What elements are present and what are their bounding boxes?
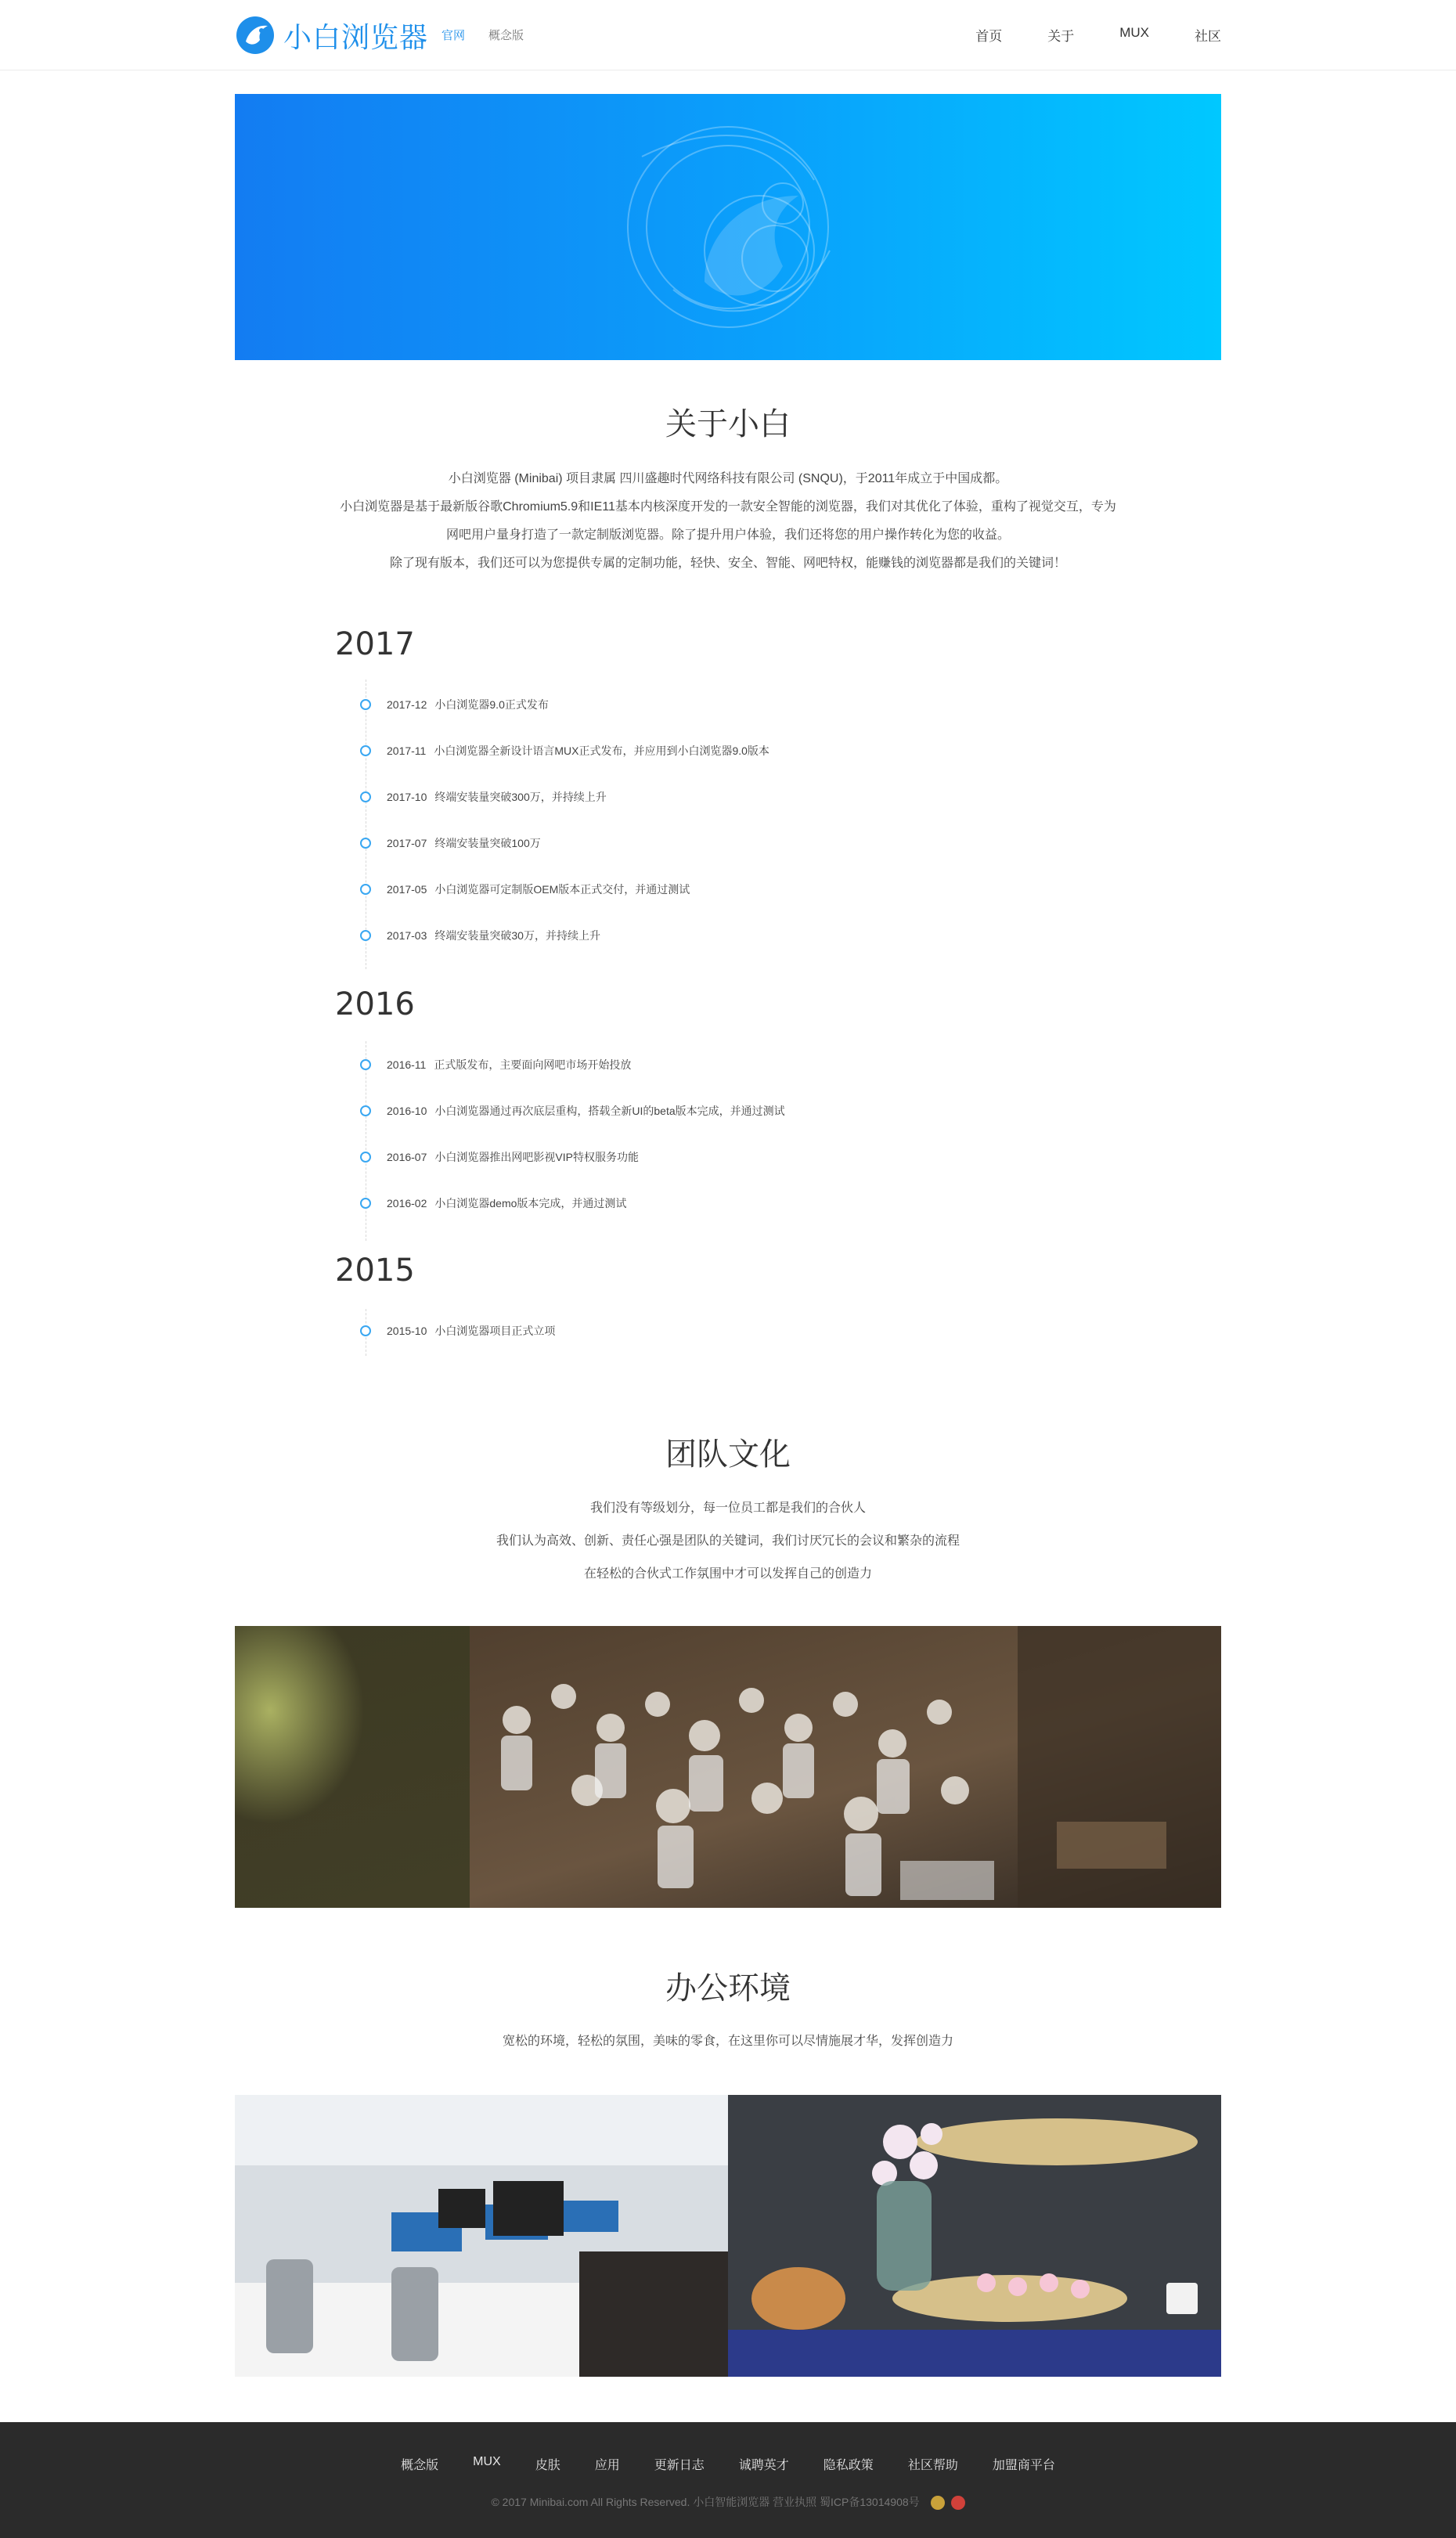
event-text: 小白浏览器demo版本完成，并通过测试 (434, 1197, 627, 1210)
nav-community[interactable]: 社区 (1195, 29, 1221, 44)
timeline-dot (360, 791, 371, 802)
nav-home[interactable]: 首页 (975, 29, 1003, 44)
snacks-photo (728, 2095, 1221, 2377)
trust-badge-icon[interactable] (951, 2496, 965, 2510)
office-workspace-image (235, 2095, 728, 2377)
footer-link-partners[interactable]: 加盟商平台 (992, 2459, 1055, 2472)
about-line: 小白浏览器 (Minibai) 项目隶属 四川盛趣时代网络科技有限公司 (SNQU)，于2011年成立于中国成都。 (448, 472, 1008, 485)
event-date: 2016-07 (387, 1151, 427, 1163)
timeline-event (360, 789, 607, 805)
event-text: 小白浏览器可定制版OEM版本正式交付，并通过测试 (434, 883, 690, 896)
timeline-dot (360, 930, 371, 941)
footer-link-privacy[interactable]: 隐私政策 (823, 2459, 874, 2472)
team-line: 我们认为高效、创新、责任心强是团队的关键词，我们讨厌冗长的会议和繁杂的流程 (496, 1534, 960, 1548)
footer-link-skins[interactable]: 皮肤 (535, 2459, 560, 2472)
timeline-event (360, 835, 541, 851)
footer-link-mux[interactable]: MUX (473, 2455, 501, 2468)
nav-about[interactable]: 关于 (1047, 29, 1075, 44)
timeline-dot (360, 1059, 371, 1070)
event-date: 2016-02 (387, 1197, 427, 1210)
event-date: 2017-05 (387, 883, 427, 896)
timeline-event (360, 881, 690, 897)
event-text: 小白浏览器9.0正式发布 (434, 698, 549, 711)
tab-concept[interactable]: 概念版 (488, 29, 524, 42)
event-text: 终端安装量突破30万，并持续上升 (434, 929, 600, 942)
timeline-event (360, 743, 769, 759)
copyright-text: © 2017 Minibai.com All Rights Reserved. 小白智能浏览器 营业执照 蜀ICP备13014908号 (491, 2496, 920, 2508)
footer-link-careers[interactable]: 诚聘英才 (738, 2459, 789, 2472)
timeline-dot (360, 884, 371, 895)
timeline-dot (360, 699, 371, 710)
event-date: 2017-07 (387, 837, 427, 849)
event-date: 2017-12 (387, 698, 427, 711)
timeline-event (360, 1057, 631, 1073)
year-heading: 2017 (335, 626, 415, 662)
event-text: 终端安装量突破100万 (434, 837, 541, 849)
site-header (0, 0, 1456, 70)
site-footer (0, 2422, 1456, 2538)
event-text: 正式版发布，主要面向网吧市场开始投放 (434, 1058, 632, 1071)
footer-link-changelog[interactable]: 更新日志 (654, 2459, 705, 2472)
event-date: 2017-10 (387, 791, 427, 803)
event-date: 2015-10 (387, 1325, 427, 1337)
timeline-event (360, 1149, 639, 1165)
timeline-dot (360, 745, 371, 756)
event-date: 2017-11 (387, 744, 427, 757)
copyright (0, 2494, 1456, 2510)
event-text: 终端安装量突破300万，并持续上升 (434, 791, 607, 803)
team-photo (235, 1626, 1221, 1908)
about-line: 网吧用户量身打造了一款定制版浏览器。除了提升用户体验，我们还将您的用户操作转化为您的收益。 (445, 528, 1010, 542)
office-photo (235, 2095, 728, 2377)
timeline-event (360, 1323, 555, 1339)
logo[interactable] (235, 14, 428, 56)
hero-banner (235, 94, 1221, 360)
year-heading: 2015 (335, 1253, 415, 1289)
office-text: 宽松的环境，轻松的氛围，美味的零食，在这里你可以尽情施展才华，发挥创造力 (502, 2035, 953, 2048)
event-text: 小白浏览器全新设计语言MUX正式发布，并应用到小白浏览器9.0版本 (434, 744, 769, 757)
team-title: 团队文化 (665, 1437, 791, 1473)
nav-mux[interactable]: MUX (1119, 25, 1149, 40)
team-line: 在轻松的合伙式工作氛围中才可以发挥自己的创造力 (583, 1567, 872, 1581)
event-text: 小白浏览器通过再次底层重构，搭载全新UI的beta版本完成，并通过测试 (434, 1105, 785, 1117)
timeline-event (360, 928, 600, 943)
about-line: 小白浏览器是基于最新版谷歌Chromium5.9和IE11基本内核深度开发的一款安全智能的浏览器，我们对其优化了体验，重构了视觉交互，专为 (340, 500, 1116, 514)
event-date: 2017-03 (387, 929, 427, 942)
police-badge-icon[interactable] (931, 2496, 945, 2510)
footer-link-apps[interactable]: 应用 (594, 2459, 620, 2472)
about-line: 除了现有版本，我们还可以为您提供专属的定制功能，轻快、安全、智能、网吧特权，能赚钱的浏览器都是我们的关键词！ (389, 557, 1066, 570)
about-title: 关于小白 (665, 406, 791, 442)
banner-emblem-icon (235, 94, 1221, 360)
team-party-image (235, 1626, 1221, 1908)
team-line: 我们没有等级划分，每一位员工都是我们的合伙人 (589, 1502, 866, 1515)
footer-link-help[interactable]: 社区帮助 (907, 2459, 958, 2472)
timeline-event (360, 1195, 626, 1211)
timeline-dot (360, 1105, 371, 1116)
timeline-dot (360, 1325, 371, 1336)
snacks-table-image (728, 2095, 1221, 2377)
tab-official[interactable]: 官网 (441, 29, 466, 42)
timeline-event (360, 1103, 785, 1119)
event-date: 2016-11 (387, 1058, 427, 1071)
event-date: 2016-10 (387, 1105, 427, 1117)
version-tabs (441, 27, 524, 43)
about-text (235, 465, 1221, 578)
team-text (235, 1492, 1221, 1591)
main-nav (975, 25, 1221, 45)
badge-icons (931, 2496, 965, 2510)
timeline-event (360, 697, 549, 712)
timeline-dot (360, 1198, 371, 1209)
logo-icon (235, 15, 276, 56)
year-heading: 2016 (335, 986, 415, 1022)
logo-text: 小白浏览器 (283, 21, 429, 54)
footer-link-concept[interactable]: 概念版 (401, 2459, 439, 2472)
timeline-dot (360, 1152, 371, 1163)
event-text: 小白浏览器推出网吧影视VIP特权服务功能 (434, 1151, 639, 1163)
footer-links (0, 2455, 1456, 2473)
event-text: 小白浏览器项目正式立项 (434, 1325, 556, 1337)
office-title: 办公环境 (665, 1970, 791, 2006)
timeline-dot (360, 838, 371, 849)
